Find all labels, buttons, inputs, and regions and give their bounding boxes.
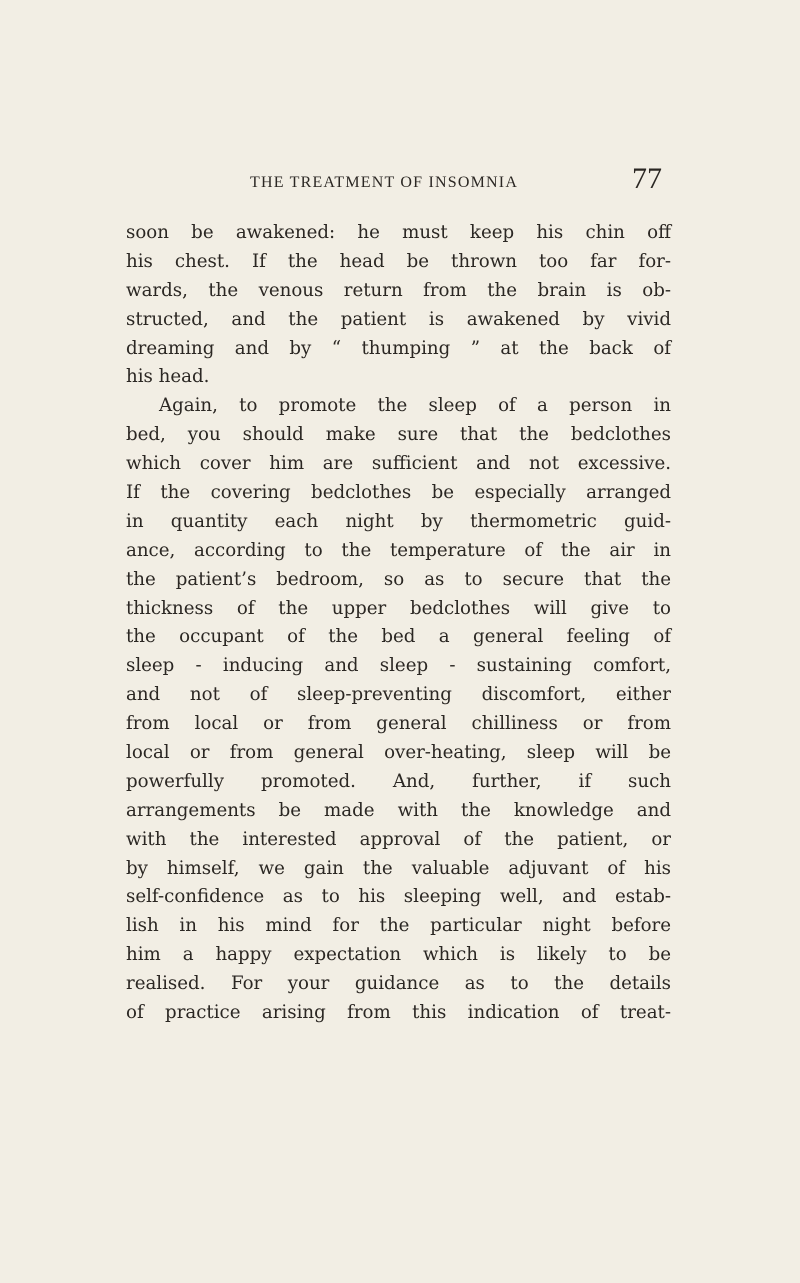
text-line: self-confidence as to his sleeping well, and estab- [126, 886, 671, 908]
text-line: him a happy expectation which is likely to be [126, 944, 671, 966]
text-line: arrangements be made with the knowledge and [126, 799, 671, 821]
text-line: the patient’s bedroom, so as to secure that the [126, 568, 671, 590]
text-line: his head. [126, 366, 210, 388]
running-head [128, 162, 668, 198]
page-number: 77 [632, 162, 662, 195]
text-line: wards, the venous return from the brain is ob- [126, 279, 671, 301]
text-line: the occupant of the bed a general feeling of [126, 626, 671, 648]
text-line: his chest. If the head be thrown too far for- [126, 250, 671, 272]
text-line: realised. For your guidance as to the details [126, 973, 671, 995]
text-line: bed, you should make sure that the bedclothes [126, 424, 671, 446]
text-line: powerfully promoted. And, further, if such [126, 770, 671, 792]
text-line: thickness of the upper bedclothes will give to [126, 597, 671, 619]
text-line: structed, and the patient is awakened by vivid [126, 308, 671, 330]
text-line: of practice arising from this indication of treat- [126, 1002, 671, 1024]
running-title: THE TREATMENT OF INSOMNIA [250, 174, 519, 191]
text-line: and not of sleep-preventing discomfort, either [126, 684, 671, 706]
text-line: lish in his mind for the particular night before [126, 915, 671, 937]
text-line: from local or from general chilliness or from [126, 713, 671, 735]
text-line: by himself, we gain the valuable adjuvant of his [126, 857, 671, 879]
text-line: dreaming and by “ thumping ” at the back of [126, 337, 671, 359]
text-line: If the covering bedclothes be especially arranged [126, 482, 671, 504]
text-line: ance, according to the temperature of the air in [126, 539, 671, 561]
paragraph-first-line: Again, to promote the sleep of a person in [159, 395, 671, 417]
text-line: which cover him are sufficient and not excessive. [126, 453, 671, 475]
text-line: local or from general over-heating, sleep will be [126, 742, 671, 764]
text-line: sleep - inducing and sleep - sustaining comfort, [126, 655, 671, 677]
text-line: soon be awakened: he must keep his chin off [126, 222, 671, 243]
text-line: with the interested approval of the patient, or [126, 828, 671, 850]
text-line: in quantity each night by thermometric guid- [126, 510, 671, 532]
body-text [126, 219, 671, 1028]
